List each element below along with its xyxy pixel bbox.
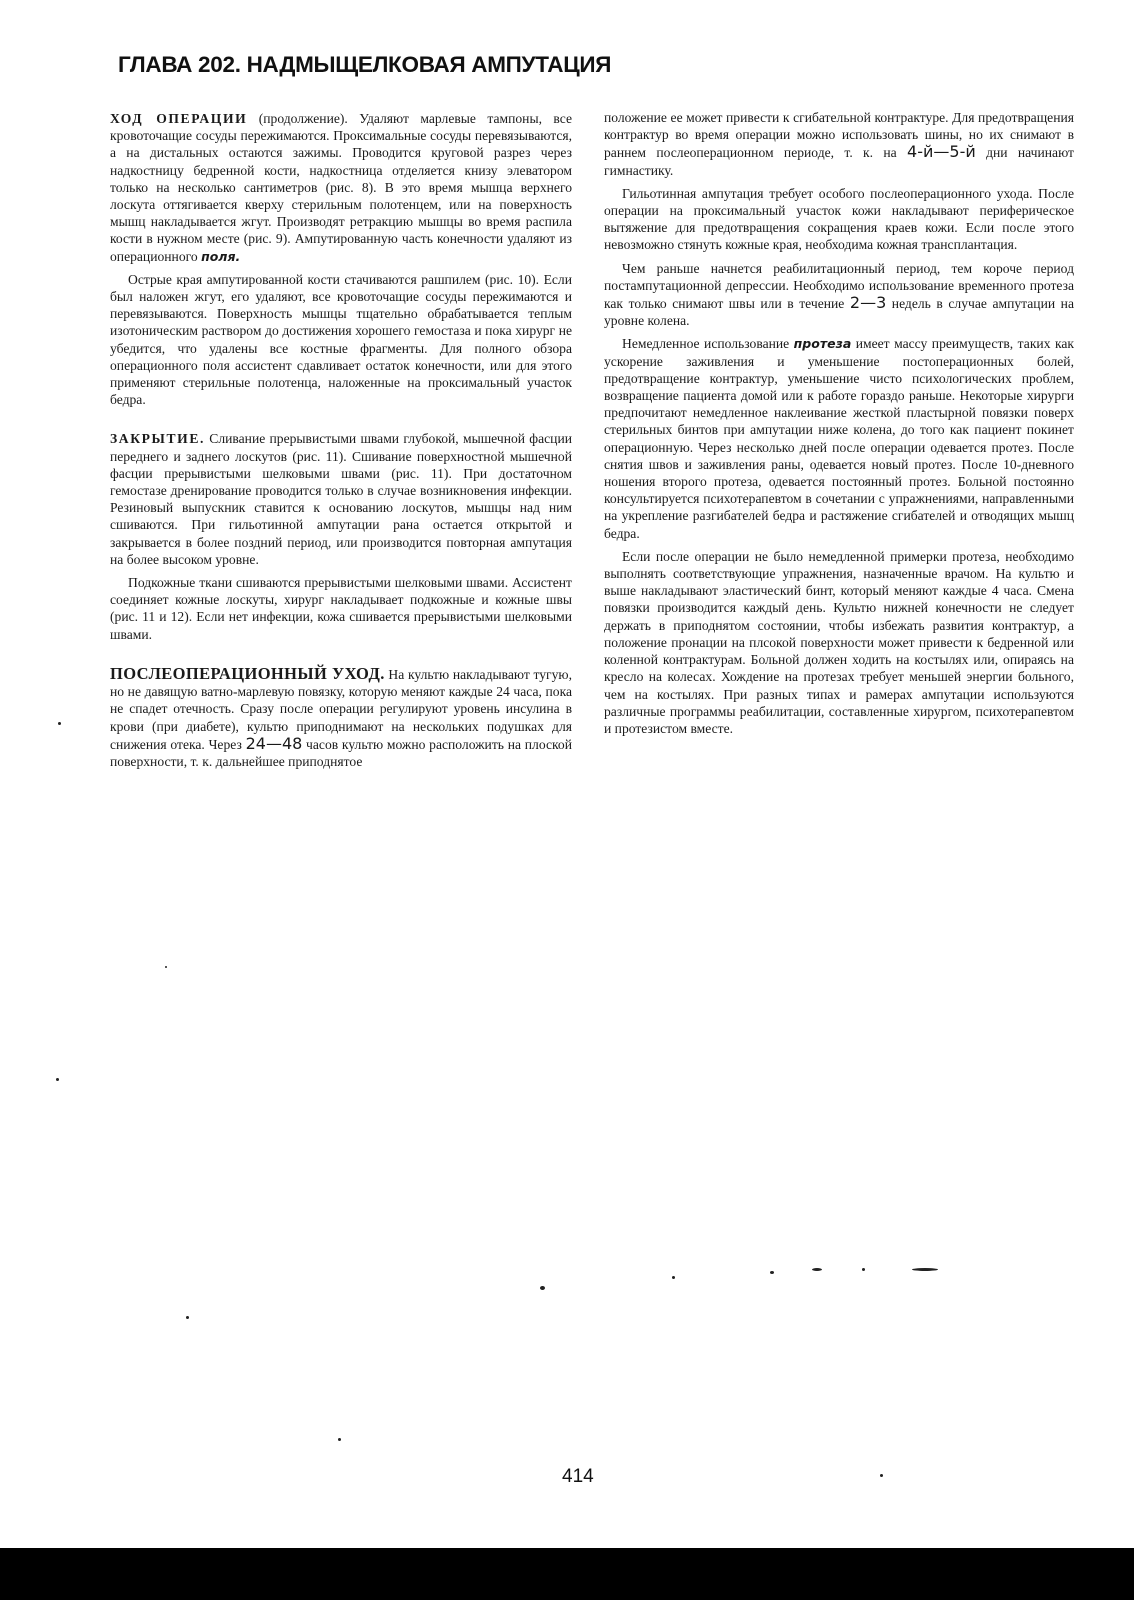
day-range: 4-й—5-й [907,142,976,162]
section-heading-postoperative: ПОСЛЕОПЕРАЦИОННЫЙ УХОД. [110,663,385,683]
paragraph-text-emphasis: протеза [793,336,852,352]
scan-speck [165,966,167,968]
chapter-title: ГЛАВА 202. НАДМЫЩЕЛКОВАЯ АМПУТАЦИЯ [118,52,612,77]
page-number: 414 [562,1466,594,1487]
paragraph-text: (продолжение). Удаляют марлевые тампоны, все кровоточащие сосуды пережимаются. Проксимальные сосуды перевязываются, а на дистальных остаются зажимы. Проводится круговой разрез через надкостницу бедренной кости, надкостница отделяется книзу элеватором только на несколько сантиметров (рис. 8). В это время мышца верхнего лоскута оттягивается кверху стерильным полотенцем, или на поверхность мышц накладывается жгут. Производят ретракцию мышцы во время распила кости в нужном месте (рис. 9). Ампутированную часть конечности удаляют из операционного [110,111,572,264]
week-range: 2—3 [849,293,887,313]
paragraph-text: Чем раньше начнется реабилитационный период, тем короче период постампутационной депрессии. Необходимо использование временного протеза как только снимают швы или в течение [604,260,1074,312]
section-heading-closure: ЗАКРЫТИЕ. [110,431,206,447]
paragraph-text: дни начинают гимнастику. [604,145,1074,178]
paragraph-text: Немедленное использование [622,336,794,352]
paragraph-closure [110,430,572,568]
scan-border [0,1548,1134,1600]
paragraph-text: недель в случае ампутации на уровне колена. [604,296,1074,329]
right-column [604,109,1074,737]
paragraph-operation-course [110,110,572,265]
scan-speck [540,1286,545,1290]
paragraph-subcutaneous: Подкожные ткани сшиваются прерывистыми шелковыми швами. Ассистент соединяет кожные лоскуты, хирург накладывает подкожные и кожные швы (рис. 11 и 12). Если нет инфекции, кожа сшивается прерывистыми шелковыми швами. [110,575,572,642]
scan-speck [862,1268,865,1271]
paragraph-text-emphasis: поля. [201,248,241,264]
scan-speck [58,722,61,725]
paragraph-text: имеет массу преимуществ, таких как ускорение заживления и уменьшение постоперационных болей, предотвращение контрактур, уменьшение чисто психологических проблем, возвращение пациента домой или к работе гораздо раньше. Некоторые хирурги предпочитают немедленное наклеивание жесткой пластырной повязки поверх стерильных бинтов при ампутации ниже колена, до того как пациент покинет операционную. Через несколько дней после операции одевается протез. После снятия швов и заживления раны, одевается новый протез. После 10-дневного ношения второго протеза, одевается постоянный протез. Больной постоянно консультируется психотерапевтом в сочетании с упражнениями, направленными на укрепление разгибателей бедра и растяжение сгибателей и отводящих мышц бедра. [604,336,1075,541]
scan-speck [338,1438,341,1441]
scan-speck [186,1316,189,1319]
paragraph-text: положение ее может привести к сгибательной контрактуре. Для предотвращения контрактур во время операции можно использовать шины, но их снимают в раннем послеоперационном периоде, т. к. на [604,110,1074,161]
scan-speck [812,1268,822,1271]
scan-speck [912,1268,938,1271]
scan-speck [880,1474,883,1477]
paragraph-text: На культю накладывают тугую, но не давящую ватно-марлевую повязку, которую меняют каждые 24 часа, пока не спадет отечность. Сразу после операции регулируют уровень инсулина в крови (при диабете), культю приподнимают на нескольких подушках для снижения отека. Через [110,666,572,752]
paragraph-contracture [604,109,1074,179]
paragraph-text: Сливание прерывистыми швами глубокой, мышечной фасции переднего и заднего лоскутов (рис. 11). Сшивание поверхностной мышечной фасции прерывистыми шелковыми швами (рис. 11). При достаточном гемостазе дренирование проводится только в случае возникновения инфекции. Резиновый выпускник ставится к основанию лоскутов, мышцы над ним сшиваются. При гильотинной ампутации рана остается открытой и закрывается в более поздний период, или производится повторная ампутация на более высоком уровне. [110,431,572,567]
paragraph-text: часов культю можно расположить на плоской поверхности, т. к. дальнейшее приподнятое [110,736,572,769]
paragraph-rehabilitation [604,260,1074,330]
left-column [110,110,572,770]
paragraph-guillotine: Гильотинная ампутация требует особого послеоперационного ухода. После операции на проксимальный участок кожи накладывают периферическое вытяжение для предотвращения сокращения краев кожи. Если после этого невозможно стянуть кожные края, необходима кожная трансплантация. [604,185,1074,253]
hours-range: 24—48 [245,733,303,753]
section-heading-operation-course: ХОД ОПЕРАЦИИ [110,111,248,126]
scan-speck [56,1078,59,1081]
paragraph-postoperative [110,665,572,770]
scan-speck [672,1276,675,1279]
paragraph-bone-edges: Острые края ампутированной кости стачиваются рашпилем (рис. 10). Если был наложен жгут, его удаляют, все кровоточащие сосуды пережимаются и перевязываются. Поверхность мышцы тщательно обрабатывается теплым изотоническим раствором до достижения хорошего гемостаза и пока хирург не убедится, что удалены все костные фрагменты. Для полного обзора операционного поля ассистент сдавливает остаток конечности, или для этого применяют стерильные полотенца, наложенные на проксимальный участок бедра. [110,271,572,408]
paragraph-exercises: Если после операции не было немедленной примерки протеза, необходимо выполнять соответствующие упражнения, назначенные врачом. На культю и выше накладывают эластический бинт, который меняют каждые 4 часа. Смена повязки производится каждый день. Культю нижней конечности не следует держать в приподнятом состоянии, чтобы избежать развития контрактур, а положение пронации на плсокой поверхности может привести к бедренной или коленной контрактурам. Больной должен ходить на костылях или, опираясь на кресло на колесах. Хождение на протезах требует меньшей энергии больного, чем на костылях. При разных типах и рамерах ампутации используются различные программы реабилитации, составленные хирургом, психотерапевтом и протезистом вместе. [604,548,1074,736]
paragraph-prosthesis [604,335,1074,541]
scan-speck [770,1271,774,1274]
